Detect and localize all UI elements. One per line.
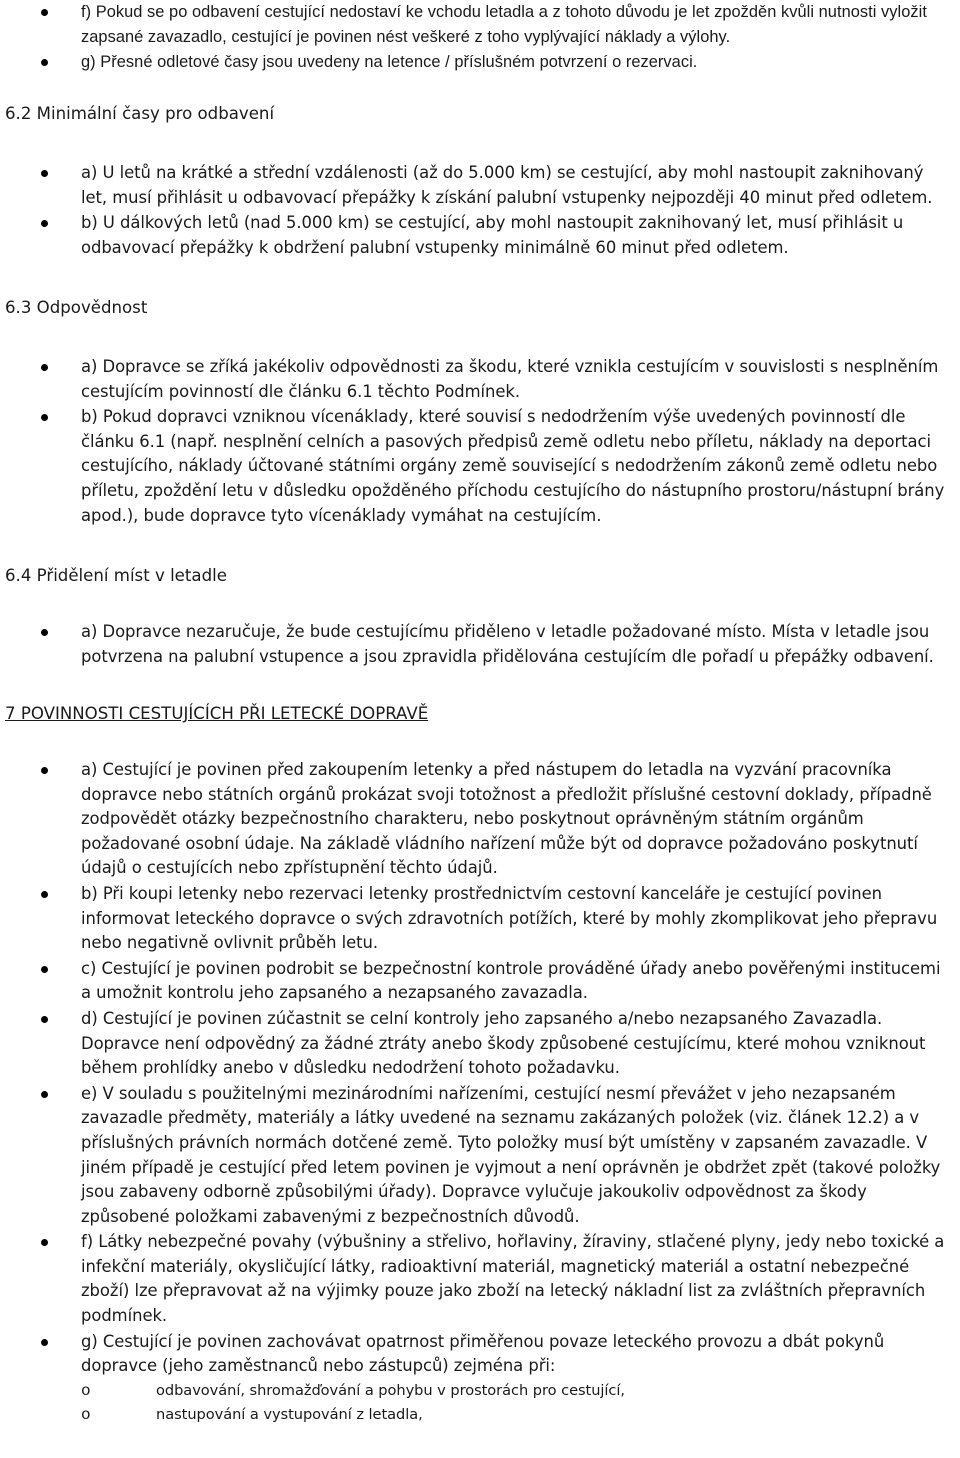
list-item: f) Pokud se po odbavení cestující nedostaví ke vchodu letadla a z tohoto důvodu je let zpožděn kvůli nutnosti vyložit zapsané zavazadlo, cestující je povinen nést veškeré z toho vyplývající náklady a výlohy. — [0, 0, 960, 49]
section-6-4 — [0, 564, 960, 588]
section-6-3-list-block — [0, 355, 960, 529]
section-heading: 6.4 Přidělení míst v letadle — [5, 566, 227, 585]
list-item-text: g) Cestující je povinen zachovávat opatrnost přiměřenou povaze leteckého provozu a dbát pokynů dopravce (jeho zaměstnanců nebo zástupců) zejména při: — [81, 1331, 885, 1376]
sub-list — [81, 1379, 954, 1428]
section-6-4-list-block — [0, 620, 960, 670]
section-heading: 6.3 Odpovědnost — [5, 298, 148, 317]
list-item: a) Dopravce nezaručuje, že bude cestujícímu přiděleno v letadle požadované místo. Místa v letadle jsou potvrzena na palubní vstupence a jsou zpravidla přidělována cestujícím dle pořadí u přepážky odbavení. — [0, 620, 960, 669]
list-item: c) Cestující je povinen podrobit se bezpečnostní kontrole prováděné úřady anebo pověřenými institucemi a umožnit kontrolu jeho zapsaného a nezapsaného zavazadla. — [0, 957, 960, 1006]
list-item: d) Cestující je povinen zúčastnit se celní kontroly jeho zapsaného a/nebo nezapsaného Zavazadla. Dopravce není odpovědný za žádné ztráty anebo škody způsobené cestujícímu, které mohou vzniknout během prohlídky anebo v důsledku nedodržení tohoto požadavku. — [0, 1007, 960, 1081]
list-item: a) Dopravce se zříká jakékoliv odpovědnosti za škodu, které vznikla cestujícím v souvislosti s nesplněním cestujícím povinností dle článku 6.1 těchto Podmínek. — [0, 355, 960, 404]
section-heading: 6.2 Minimální časy pro odbavení — [5, 104, 275, 123]
list-item: a) Cestující je povinen před zakoupením letenky a před nástupem do letadla na vyzvání pracovníka dopravce nebo státních orgánů prokázat svoji totožnost a předložit příslušné cestovní doklady, případně zodpovědět otázky bezpečnostního charakteru, nebo poskytnout oprávněným státním orgánům požadované osobní údaje. Na základě vládního nařízení může být od dopravce požadováno poskytnutí údajů o cestujících nebo zpřístupnění těchto údajů. — [0, 758, 960, 881]
sub-list-item: o odbavování, shromažďování a pohybu v prostorách pro cestující, — [81, 1379, 954, 1404]
section-7-list-block — [0, 758, 960, 1429]
list-item: a) U letů na krátké a střední vzdálenosti (až do 5.000 km) se cestující, aby mohl nastoupit zaknihovaný let, musí přihlásit u odbavovací přepážky k získání palubní vstupenky nejpozději 40 minut před odletem. — [0, 161, 960, 210]
section-6-3-list — [0, 355, 960, 528]
list-item: b) Při koupi letenky nebo rezervaci letenky prostřednictvím cestovní kanceláře je cestující povinen informovat leteckého dopravce o svých zdravotních potížích, které by mohly zkomplikovat jeho přepravu nebo negativně ovlivnit průběh letu. — [0, 882, 960, 956]
list-item: b) Pokud dopravci vzniknou vícenáklady, které souvisí s nedodržením výše uvedených povinností dle článku 6.1 (např. nesplnění celních a pasových předpisů země odletu nebo příletu, náklady na deportaci cestujícího, náklady účtované státními orgány země související s nedodržením zákonů země odletu nebo příletu, zpoždění letu v důsledku opožděného příchodu cestujícího do nástupního prostoru/nástupní brány apod.), bude dopravce tyto vícenáklady vymáhat na cestujícím. — [0, 405, 960, 528]
top-list-block — [0, 0, 960, 76]
section-6-2 — [0, 102, 960, 126]
top-list — [0, 0, 960, 75]
section-7 — [0, 702, 960, 726]
section-6-2-list-block — [0, 161, 960, 261]
section-6-2-list — [0, 161, 960, 260]
list-item: e) V souladu s použitelnými mezinárodními nařízeními, cestující nesmí převážet v jeho nezapsaném zavazadle předměty, materiály a látky uvedené na seznamu zakázaných položek (viz. článek 12.2) a v příslušných právních normách dotčené země. Tyto položky musí být umístěny v zapsaném zavazadle. V jiném případě je cestující před letem povinen je vyjmout a není oprávněn je obdržet zpět (takové položky jsou zabaveny odborně způsobilými úřady). Dopravce vylučuje jakoukoliv odpovědnost za škody způsobené položkami zabavenými z bezpečnostních důvodů. — [0, 1082, 960, 1230]
section-7-list — [0, 758, 960, 1428]
chapter-heading: 7 POVINNOSTI CESTUJÍCÍCH PŘI LETECKÉ DOPRAVĚ — [5, 704, 429, 723]
list-item: b) U dálkových letů (nad 5.000 km) se cestující, aby mohl nastoupit zaknihovaný let, musí přihlásit u odbavovací přepážky k obdržení palubní vstupenky minimálně 60 minut před odletem. — [0, 211, 960, 260]
list-item: g) Přesné odletové časy jsou uvedeny na letence / příslušném potvrzení o rezervaci. — [0, 50, 960, 75]
section-6-3 — [0, 296, 960, 320]
list-item: f) Látky nebezpečné povahy (výbušniny a střelivo, hořlaviny, žíraviny, stlačené plyny, jedy nebo toxické a infekční materiály, okysličující látky, radioaktivní materiál, magnetický materiál a ostatní nebezpečné zboží) lze přepravovat až na výjimky pouze jako zboží na letecký nákladní list za zvláštních přepravních podmínek. — [0, 1230, 960, 1328]
list-item — [0, 1330, 960, 1428]
section-6-4-list — [0, 620, 960, 669]
sub-list-item: o nastupování a vystupování z letadla, — [81, 1403, 954, 1428]
